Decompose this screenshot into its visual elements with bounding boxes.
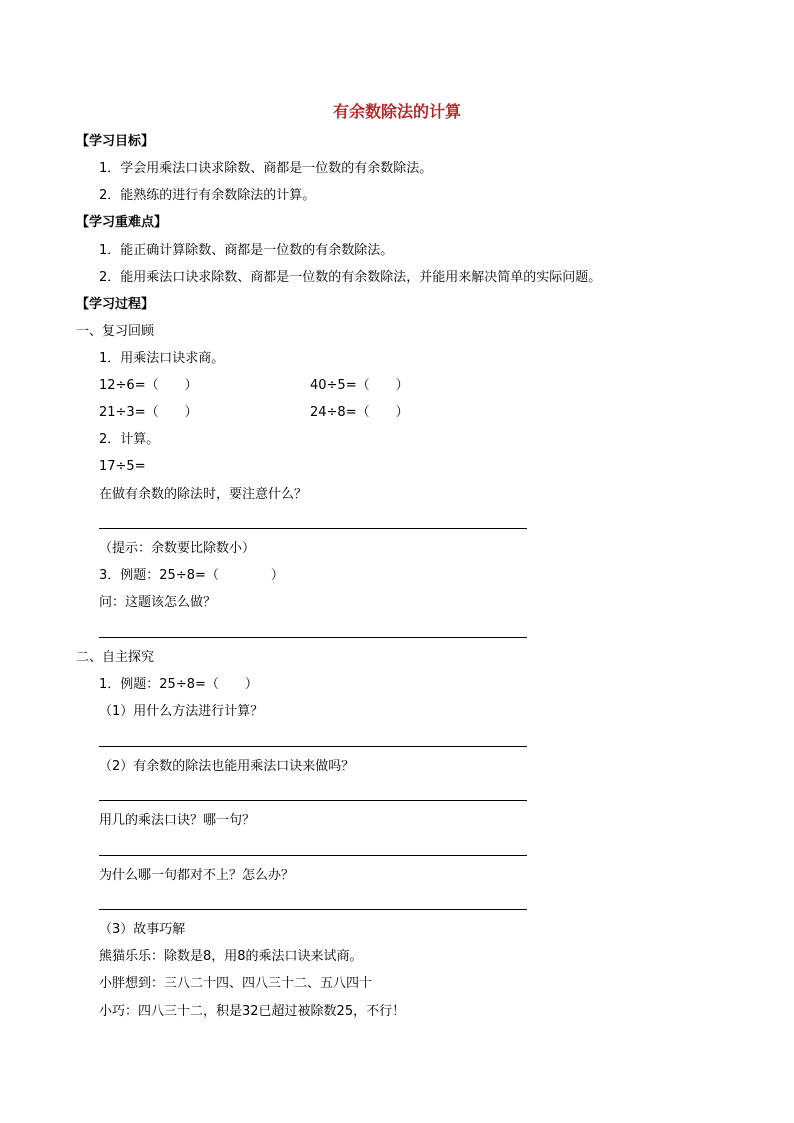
exercise-17-div-5: 17÷5= [99,459,146,474]
section-heading-goal: 【学习目标】 [76,134,155,149]
review-hint: （提示：余数要比除数小） [99,541,256,556]
story-line-1: 熊猫乐乐：除数是8，用8的乘法口诀来试商。 [99,949,363,964]
review-question-2: 2．计算。 [99,432,160,447]
explore-question-1: 1．例题：25÷8=（ ） [99,677,258,692]
review-question-1: 1．用乘法口诀求商。 [99,351,225,366]
key-item-1: 1．能正确计算除数、商都是一位数的有余数除法。 [99,243,394,258]
goal-item-1: 1．学会用乘法口诀求除数、商都是一位数的有余数除法。 [99,161,433,176]
page-title: 有余数除法的计算 [332,102,461,121]
exercise-21-div-3: 21÷3=（ ） [99,405,198,420]
answer-line [99,528,527,529]
review-heading: 一、复习回顾 [76,324,155,339]
answer-line [99,746,527,747]
story-line-2: 小胖想到：三八二十四、四八三十二、五八四十 [99,976,373,991]
section-heading-process: 【学习过程】 [76,297,155,312]
explore-sub-2b: 用几的乘法口诀？哪一句？ [99,813,256,828]
exercise-12-div-6: 12÷6=（ ） [99,378,198,393]
review-ask-how: 问：这题该怎么做？ [99,595,217,610]
explore-sub-2c: 为什么哪一句都对不上？怎么办？ [99,868,295,883]
key-item-2: 2．能用乘法口诀求除数、商都是一位数的有余数除法，并能用来解决简单的实际问题。 [99,270,602,285]
answer-line [99,637,527,638]
explore-sub-1: （1）用什么方法进行计算？ [99,704,264,719]
section-heading-key: 【学习重难点】 [76,215,168,230]
answer-line [99,800,527,801]
review-question-3: 3．例题：25÷8=（ ） [99,568,284,583]
explore-sub-2: （2）有余数的除法也能用乘法口诀来做吗？ [99,759,355,774]
review-ask-attention: 在做有余数的除法时，要注意什么？ [99,487,308,502]
answer-line [99,909,527,910]
exercise-24-div-8: 24÷8=（ ） [310,405,409,420]
answer-line [99,855,527,856]
story-line-3: 小巧：四八三十二，积是32已超过被除数25，不行！ [99,1004,406,1019]
exercise-40-div-5: 40÷5=（ ） [310,378,409,393]
explore-heading: 二、自主探究 [76,650,155,665]
explore-sub-3: （3）故事巧解 [99,922,186,937]
goal-item-2: 2．能熟练的进行有余数除法的计算。 [99,188,316,203]
